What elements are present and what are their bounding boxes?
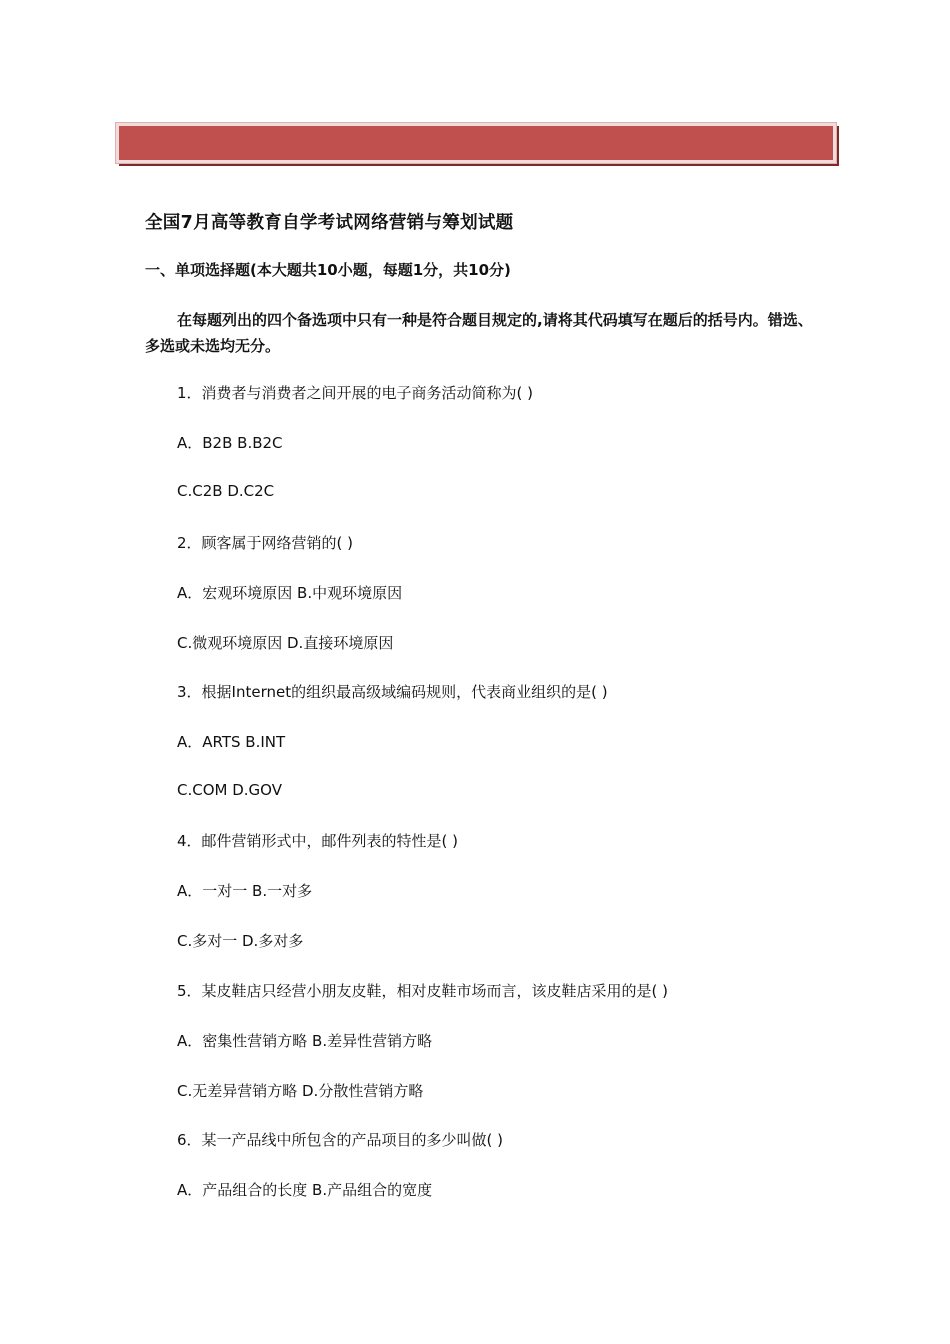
- question-5: 5．某皮鞋店只经营小朋友皮鞋，相对皮鞋市场而言，该皮鞋店采用的是( ): [177, 982, 669, 1000]
- question-3-options-cd: C.COM D.GOV: [177, 781, 282, 799]
- question-5-options-ab: A．密集性营销方略 B.差异性营销方略: [177, 1032, 433, 1050]
- question-6-options-ab: A．产品组合的长度 B.产品组合的宽度: [177, 1181, 433, 1199]
- header-banner: [116, 123, 836, 163]
- document-title: 全国7月高等教育自学考试网络营销与筹划试题: [145, 213, 514, 233]
- question-2: 2．顾客属于网络营销的( ): [177, 534, 354, 552]
- question-2-options-cd: C.微观环境原因 D.直接环境原因: [177, 634, 394, 652]
- question-4: 4．邮件营销形式中，邮件列表的特性是( ): [177, 832, 459, 850]
- question-2-options-ab: A．宏观环境原因 B.中观环境原因: [177, 584, 403, 602]
- question-6: 6．某一产品线中所包含的产品项目的多少叫做( ): [177, 1131, 504, 1149]
- question-1: 1．消费者与消费者之间开展的电子商务活动简称为( ): [177, 384, 534, 402]
- question-4-options-ab: A．一对一 B.一对多: [177, 882, 313, 900]
- question-1-options-ab: A．B2B B.B2C: [177, 434, 283, 452]
- question-1-options-cd: C.C2B D.C2C: [177, 482, 275, 500]
- question-4-options-cd: C.多对一 D.多对多: [177, 932, 304, 950]
- question-5-options-cd: C.无差异营销方略 D.分散性营销方略: [177, 1082, 424, 1100]
- section-heading: 一、单项选择题(本大题共10小题，每题1分，共10分): [145, 261, 511, 279]
- question-3-options-ab: A．ARTS B.INT: [177, 733, 286, 751]
- instructions-paragraph: 在每题列出的四个备选项中只有一种是符合题目规定的,请将其代码填写在题后的括号内。错选、多选或未选均无分。: [145, 311, 813, 355]
- question-3: 3．根据Internet的组织最高级域编码规则，代表商业组织的是( ): [177, 683, 608, 701]
